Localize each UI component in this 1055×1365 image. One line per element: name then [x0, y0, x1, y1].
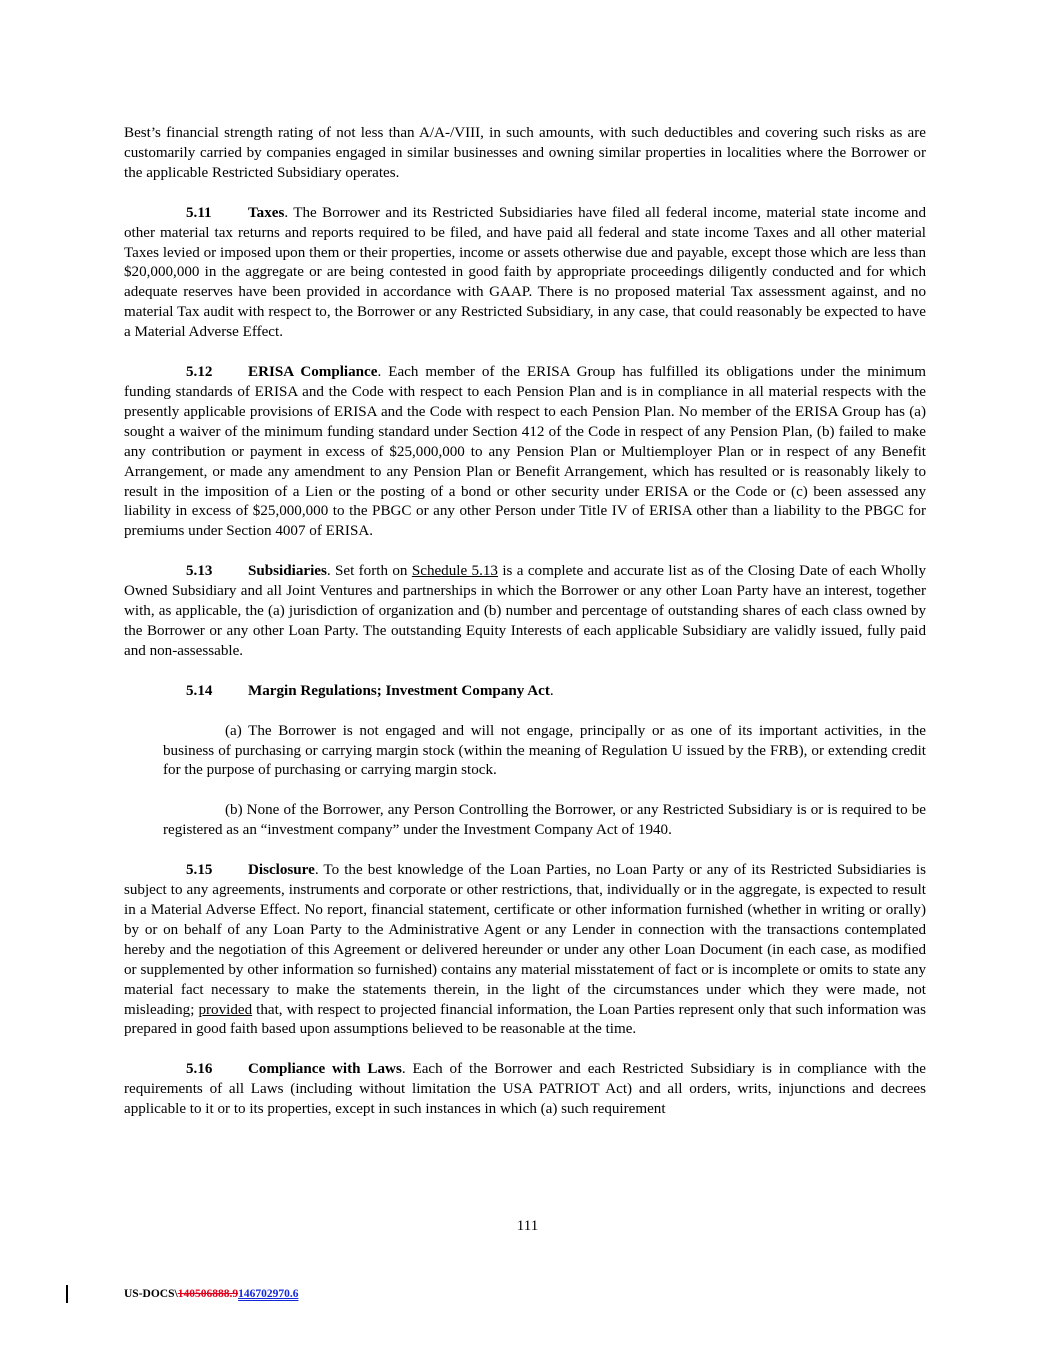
section-number: 5.16: [186, 1061, 213, 1078]
section-text: is a complete and accurate list as of the Closing Date of each Wholly Owned Subsidiary and all Joint Ventures and partnerships in which the Borrower or any other Loan Party have an interest, together with, as applicable, the (a) jurisdiction of organization and (b) number and percentage of outstanding shares of each class owned by the Borrower or any other Loan Party. The outstanding Equity Interests of each applicable Subsidiary are validly issued, fully paid and non-assessable.: [124, 563, 927, 659]
section-number: 5.15: [186, 862, 213, 879]
intro-paragraph: Best’s financial strength rating of not less than A/A-/VIII, in such amounts, with such deductibles and covering such risks as are customarily carried by companies engaged in similar businesses and owning similar properties in localities where the Borrower or the applicable Restricted Subsidiary operates.: [124, 125, 926, 181]
section-5-14-a: (a) The Borrower is not engaged and will not engage, principally or as one of its important activities, in the business of purchasing or carrying margin stock (within the meaning of Regulation U issued by the FRB), or extending credit for the purpose of purchasing or carrying margin stock.: [163, 722, 926, 779]
section-5-12: [124, 363, 926, 542]
document-id-footer: [124, 1288, 298, 1300]
section-number: 5.11: [186, 204, 212, 221]
section-period: .: [549, 682, 554, 699]
section-number: 5.14: [186, 682, 213, 699]
section-title: Disclosure: [248, 862, 315, 879]
section-title: Subsidiaries: [248, 563, 327, 580]
page-number: 111: [516, 1218, 539, 1234]
section-title: Taxes: [248, 204, 285, 221]
section-title: ERISA Compliance: [248, 364, 378, 381]
section-5-11: [124, 204, 926, 343]
schedule-reference: Schedule 5.13: [411, 563, 498, 580]
change-bar: [66, 1285, 68, 1303]
section-text: . Each of the Borrower and each Restricted Subsidiary is in compliance with the requirements of all Laws (including without limitation the USA PATRIOT Act) and all orders, writs, injunctions and decrees applicable to it or to its properties, except in such instances in which (a) such requirement: [124, 1061, 926, 1118]
section-5-13: [124, 562, 926, 662]
section-number: 5.13: [186, 563, 213, 580]
deleted-doc-number: 140506888.9: [177, 1288, 239, 1300]
section-title: Margin Regulations; Investment Company Act: [248, 682, 550, 699]
section-text-pre: . Set forth on: [326, 563, 412, 580]
footer-prefix: US-DOCS\: [124, 1288, 178, 1300]
inserted-doc-number: 146702970.6: [238, 1288, 299, 1300]
section-text: . Each member of the ERISA Group has fulfilled its obligations under the minimum funding standards of ERISA and the Code with respect to each Pension Plan and is in compliance in all material respects with the presently applicable provisions of ERISA and the Code with respect to each Pension Plan. No member of the ERISA Group has (a) sought a waiver of the minimum funding standard under Section 412 of the Code in respect of any Pension Plan, (b) failed to make any contribution or payment in excess of $25,000,000 to any Pension Plan or Multiemployer Plan or in respect of any Benefit Arrangement, or made any amendment to any Pension Plan or Benefit Arrangement, which has resulted or is reasonably likely to result in the imposition of a Lien or the posting of a bond or other security under ERISA or the Code or (c) been assessed any liability in excess of $25,000,000 to the PBGC or any other Person under Title IV of ERISA other than a liability to the PBGC for premiums under Section 4007 of ERISA.: [124, 364, 926, 540]
section-5-16: [124, 1060, 926, 1120]
section-5-15: [124, 861, 926, 1040]
section-5-14-b: (b) None of the Borrower, any Person Controlling the Borrower, or any Restricted Subsidiary is or is required to be registered as an “investment company” under the Investment Company Act of 1940.: [163, 802, 926, 839]
section-text: . The Borrower and its Restricted Subsidiaries have filed all federal income, material state income and other material tax returns and reports required to be filed, and have paid all federal and state income Taxes and all other material Taxes levied or imposed upon them or their properties, income or assets otherwise due and payable, except those which are less than $20,000,000 in the aggregate or are being contested in good faith by appropriate proceedings diligently conducted and for which adequate reserves have been provided in accordance with GAAP. There is no proposed material Tax assessment against, and no material Tax audit with respect to, the Borrower or any Restricted Subsidiary, in any case, that could reasonably be expected to have a Material Adverse Effect.: [124, 204, 926, 341]
section-5-14: [124, 682, 926, 702]
provided-term: provided: [198, 1001, 253, 1018]
section-text: that, with respect to projected financial information, the Loan Parties represent only that such information was prepared in good faith based upon assumptions believed to be reasonable at the time.: [124, 1001, 927, 1038]
section-text-pre: . To the best knowledge of the Loan Parties, no Loan Party or any of its Restricted Subsidiaries is subject to any agreements, instruments and corporate or other restrictions, that, individually or in the aggregate, is expected to result in a Material Adverse Effect. No report, financial statement, certificate or other information furnished (whether in writing or orally) by or on behalf of any Loan Party to the Administrative Agent or any Lender in connection with the transactions contemplated hereby and the negotiation of this Agreement or delivered hereunder or under any other Loan Document (in each case, as modified or supplemented by other information so furnished) contains any material misstatement of fact or is incomplete or omits to state any material fact necessary to make the statements therein, in the light of the circumstances under which they were made, not misleading;: [124, 862, 926, 1018]
document-body: [124, 124, 926, 1120]
section-title: Compliance with Laws: [248, 1061, 402, 1078]
section-number: 5.12: [186, 364, 213, 381]
